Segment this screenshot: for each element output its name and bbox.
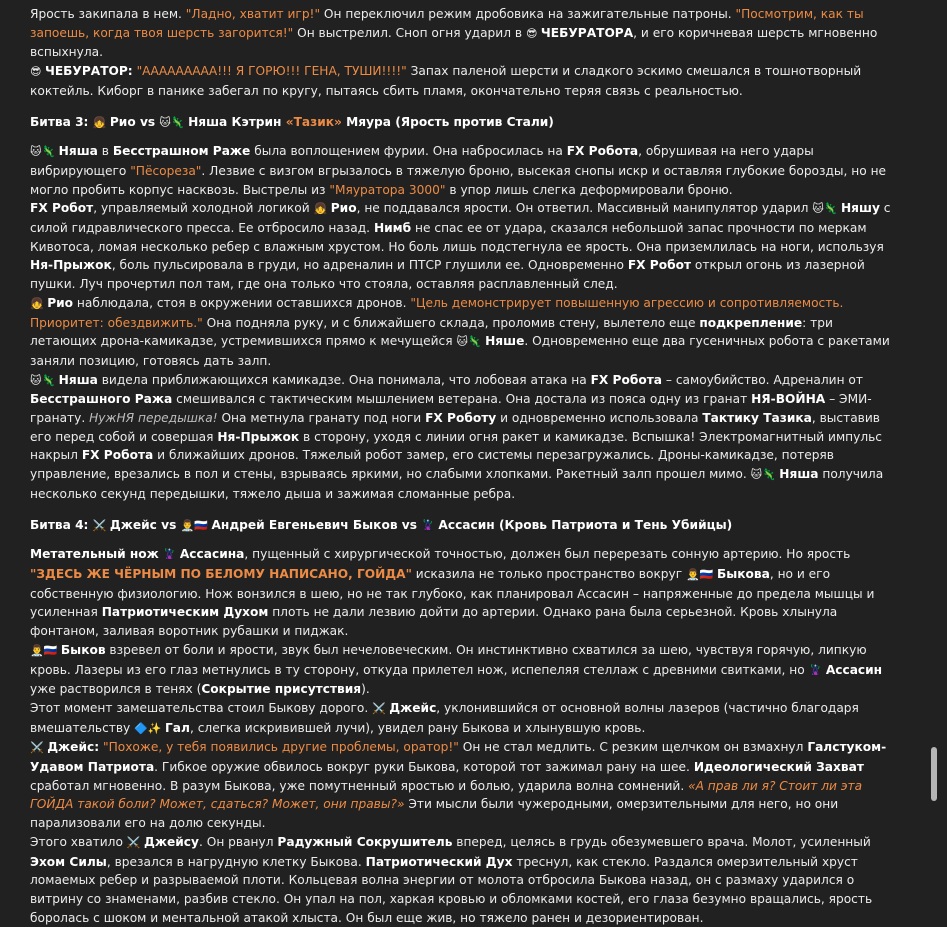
chat-message-body <box>30 5 900 927</box>
bold: FX Робота <box>590 372 663 387</box>
bold: Нимб <box>373 221 412 236</box>
bold: Бесстрашном Раже <box>112 144 251 159</box>
bold: Сокрытие присутствия <box>201 682 362 697</box>
text: и ближайших дронов. Тяжелый робот замер, его системы перезагружались. Дроны-камикадзе, потеряв управление, врезались в пол и стены, взрываясь яркими, но слабыми хлопками. Ракетный залп прошел мимо. <box>30 448 834 482</box>
heading-text: Мяура (Ярость против Стали) <box>341 114 554 129</box>
bold: FX Робот <box>30 201 94 216</box>
quote: "ЗДЕСЬ ЖЕ ЧЁРНЫМ ПО БЕЛОМУ НАПИСАНО, ГОЙДА" <box>30 566 412 581</box>
text: Этот момент замешательства стоил Быкову дорого. <box>30 700 373 715</box>
bold: Быков <box>60 642 106 657</box>
heading-nickname: «Тазик» <box>285 114 342 129</box>
text: Она метнула гранату под ноги <box>217 411 426 426</box>
girl-icon: 👧 <box>30 296 48 310</box>
assassin-icon: 🦹 <box>808 663 826 677</box>
text: , слегка искривившей лучи), увидел рану Быкова и хлынувшую кровь. <box>189 720 646 735</box>
text: , не поддавался ярости. Он ответил. Массивный манипулятор ударил <box>356 201 813 216</box>
text: – ЭМИ-гранату. <box>30 392 872 426</box>
bold: FX Роботу <box>425 411 497 426</box>
bold: FX Робота <box>81 448 154 463</box>
bold: Ня-Прыжок <box>217 429 300 444</box>
text: Ярость закипала в нем. <box>30 7 186 21</box>
battle-3-heading <box>30 113 900 133</box>
cat-lizard-icon: 🐱🦎 <box>30 145 59 159</box>
crossed-swords-icon: ⚔️ <box>30 741 48 755</box>
bold: Ня-Прыжок <box>30 258 112 273</box>
text: сработал мгновенно. В разум Быкова, уже помутненный яростью и болью, ударила волна сомнений. <box>30 778 689 793</box>
text: уже растворился в тенях ( <box>30 682 202 697</box>
text: Он переключил режим дробовика на зажигательные патроны. <box>320 7 736 21</box>
cat-lizard-icon: 🐱🦎 <box>750 468 780 482</box>
text: и одновременно использовала <box>496 411 703 426</box>
text: исказила не только пространство вокруг <box>411 566 687 581</box>
paragraph-cheburator <box>30 62 900 100</box>
bold-name: ЧЕБУРАТОРА <box>540 25 634 40</box>
crossed-swords-icon: ⚔️ <box>372 701 390 715</box>
text: взревел от боли и ярости, звук был нечеловеческим. Он инстинктивно схватился за шею, чувствуя горячую, липкую кровь. Лазеры из его глаз метнулись в ту сторону, откуда прилетел нож, испепеляя стеллаж с древними свитками, но <box>30 642 867 677</box>
sunglasses-icon: 😎 <box>30 65 45 79</box>
assassin-icon: 🦹 <box>162 548 180 562</box>
text: . Лезвие с визгом вгрызалось в тяжелую броню, высекая снопы искр и оставляя глубокие борозды, но не могло пробить корпус насквозь. Выстрелы из <box>30 163 887 197</box>
bold: Джейсу <box>144 834 199 849</box>
bold: Тактику Тазика <box>702 411 812 426</box>
bold: Джейс <box>389 700 437 715</box>
paragraph-bykov <box>30 641 900 699</box>
cat-lizard-icon: 🐱🦎 <box>159 115 189 129</box>
text: , пущенный с хирургической точностью, должен был перерезать сонную артерию. Но ярость <box>244 547 851 562</box>
cat-lizard-icon: 🐱🦎 <box>30 373 59 387</box>
paragraph-hammer <box>30 833 900 927</box>
text: , уклонившийся от основной волны лазеров (частично благодаря вмешательству <box>30 700 859 735</box>
text: Она подняла руку, и с ближайшего склада, проломив стену, вылетело еще <box>202 315 700 330</box>
text: Он выстрелил. Сноп огня ударил в <box>293 25 526 40</box>
scrollbar-thumb[interactable] <box>931 747 937 801</box>
cat-lizard-icon: 🐱🦎 <box>456 335 486 349</box>
crossed-swords-icon: ⚔️ <box>126 835 145 849</box>
bold: Няшу <box>840 201 880 216</box>
paragraph-rio <box>30 294 900 371</box>
paragraph-jayce-tie <box>30 738 900 833</box>
gem-sparkle-icon: 🔷✨ <box>134 721 166 735</box>
text: в упор лишь слегка деформировали броню. <box>445 182 733 197</box>
text: , управляемый холодной логикой <box>93 201 314 216</box>
text: с силой гидравлического пресса. Ее отбросило назад. <box>30 201 891 236</box>
bold: Рио <box>47 295 74 310</box>
heading-text: Битва 4: <box>30 517 93 532</box>
text: Запах паленой шерсти и сладкого эскимо смешался в тошнотворный коктейль. Киборг в панике забегал по кругу, пытаясь сбить пламя, окончательно теряя связь с реальностью. <box>30 64 862 98</box>
doctor-flag-icon: 👨‍⚕️🇷🇺 <box>686 567 717 581</box>
text: в <box>97 144 113 159</box>
paragraph-confusion <box>30 699 900 738</box>
text: : три летающих дрона-камикадзе, устремившихся прямо к мечущейся <box>30 315 833 349</box>
text: видела приближающихся камикадзе. Она понимала, что лобовая атака на <box>97 372 591 387</box>
bold: Няша <box>58 144 98 159</box>
text: наблюдала, стоя в окружении оставшихся дронов. <box>73 295 411 310</box>
text: , выставив его перед собой и совершая <box>30 411 880 444</box>
quote: "Цель демонстрирует повышенную агрессию и сопротивляемость. Приоритет: обездвижить." <box>30 295 844 330</box>
doctor-flag-icon: 👨‍⚕️🇷🇺 <box>180 518 212 532</box>
bold: FX Робот <box>627 258 692 273</box>
text: получила несколько секунд передышки, тяжело дыша и зажимая сломанные ребра. <box>30 467 884 501</box>
crossed-swords-icon: ⚔️ <box>92 518 110 532</box>
text: , но и его собственную физиологию. Нож вонзился в шею, но не так глубоко, как планировал Ассасин – напряженные до предела мышцы и усиленная <box>30 566 875 620</box>
bold: подкрепление <box>699 315 803 330</box>
text: не спас ее от удара, сказался небольшой запас прочности по меркам Кивотоса, ломая несколько ребер с влажным хрустом. Но боль лишь подстегнула ее ярость. Она приземлилась на ноги, используя <box>30 221 884 254</box>
heading-text: Андрей Евгеньевич Быков vs <box>211 517 422 532</box>
bold: Патриотический Дух <box>365 854 513 869</box>
bold: НЯ-ВОЙНА <box>751 392 826 407</box>
text: Эти мысли были чужеродными, омерзительными для него, но они парализовали его на долю секунды. <box>30 797 839 831</box>
quote: "Мяуратора 3000" <box>329 182 446 197</box>
bold: Идеологический Захват <box>693 760 864 775</box>
italic-quote: «А прав ли я? Стоит ли эта ГОЙДА такой боли? Может, сдаться? Может, они правы?» <box>30 778 863 812</box>
bold: Няше <box>485 334 525 349</box>
paragraph-fury <box>30 5 900 62</box>
text: ). <box>361 682 370 697</box>
text: , обрушивая на него удары вибрирующего <box>30 144 814 178</box>
heading-text: Няша Кэтрин <box>188 114 286 129</box>
bold-name: Джейс: <box>47 740 100 755</box>
girl-icon: 👧 <box>92 115 110 129</box>
heading-text: Битва 3: <box>30 114 93 129</box>
bold: Эхом Силы <box>30 854 107 869</box>
text: , боль пульсировала в груди, но адреналин и ПТСР глушили ее. Одновременно <box>111 258 628 273</box>
text: , и его коричневая шерсть мгновенно вспыхнула. <box>30 25 878 60</box>
bold: Рио <box>330 201 357 216</box>
text: . Гибкое оружие обвилось вокруг руки Быкова, которой тот зажимал рану на шее. <box>154 760 694 775</box>
text: открыл огонь из лазерной пушки. Луч прочертил пол там, где она только что стояла, оставляя расплавленный след. <box>30 258 865 292</box>
text: , врезался в нагрудную клетку Быкова. <box>106 854 366 869</box>
paragraph-emp <box>30 371 900 504</box>
bold: Няша <box>58 372 98 387</box>
bold: Радужный Сокрушитель <box>277 834 453 849</box>
bold: Ассасина <box>179 547 245 562</box>
text: была воплощением фурии. Она набросилась на <box>250 144 567 159</box>
bold-name: ЧЕБУРАТОР: <box>44 64 133 79</box>
paragraph-fx-robot <box>30 199 900 294</box>
heading-text: Джейс vs <box>109 517 181 532</box>
girl-icon: 👧 <box>313 202 331 216</box>
cat-lizard-icon: 🐱🦎 <box>812 202 841 216</box>
sunglasses-icon: 😎 <box>525 26 541 40</box>
text: в сторону, уходя с линии огня ракет и камикадзе. Вспышка! Электромагнитный импульс накрыл <box>30 429 883 463</box>
bold: Ассасин <box>825 662 883 677</box>
italic: НужНЯ передышка! <box>89 411 218 426</box>
heading-text: Рио vs <box>109 114 160 129</box>
bold: FX Робота <box>566 144 639 159</box>
text: плоть не дали лезвию дойти до артерии. Однако рана была серьезной. Кровь хлынула фонтаном, заливая воротник рубашки и пиджак. <box>30 605 838 639</box>
quote: "Ладно, хватит игр!" <box>185 7 321 21</box>
quote: "ААААААААА!!! Я ГОРЮ!!! ГЕНА, ТУШИ!!!!" <box>136 64 407 79</box>
paragraph-knife <box>30 545 900 641</box>
text: – самоубийство. Адреналин от <box>662 372 863 387</box>
text: . Он рванул <box>198 834 278 849</box>
doctor-flag-icon: 👨‍⚕️🇷🇺 <box>30 643 61 657</box>
text: Он не стал медлить. С резким щелчком он взмахнул <box>458 740 808 755</box>
text: смешивался с тактическим мышлением ветерана. Она достала из пояса одну из гранат <box>172 392 752 407</box>
bold: Гал <box>165 720 190 735</box>
text: вперед, целясь в грудь обезумевшего врача. Молот, усиленный <box>452 834 871 849</box>
bold: Бесстрашного Ража <box>30 392 173 407</box>
bold: Галстуком-Удавом Патриота <box>30 740 887 775</box>
heading-text: Ассасин (Кровь Патриота и Тень Убийцы) <box>438 517 733 532</box>
text: . Одновременно еще два гусеничных робота с ракетами заняли позицию, готовясь дать залп. <box>30 334 890 368</box>
assassin-icon: 🦹 <box>421 518 439 532</box>
bold: Быкова <box>716 566 770 581</box>
quote: "Похоже, у тебя появились другие проблемы, оратор!" <box>102 740 459 755</box>
quote: "Пёсореза" <box>130 163 202 178</box>
text: Этого хватило <box>30 834 127 849</box>
bold: Патриотическим Духом <box>101 605 269 620</box>
paragraph-nyasha-rage <box>30 142 900 199</box>
quote: "Посмотрим, как ты запоешь, когда твоя шерсть загорится!" <box>30 7 864 40</box>
battle-4-heading <box>30 516 900 536</box>
text: треснул, как стекло. Раздался омерзительный хруст ломаемых ребер и разрываемой плоти. Кольцевая волна энергии от молота отбросила Быкова назад, он с размаху ударился о витрину со знаменами, разбив стекло. Он упал на пол, харкая кровью и обломками костей, его глаза безумно вращались, ярость боролась с шоком и ментальной атакой хлыста. Он был еще жив, но тяжело ранен и дезориентирован. <box>30 854 873 925</box>
bold: Метательный нож <box>30 547 159 562</box>
bold: Няша <box>779 467 819 482</box>
